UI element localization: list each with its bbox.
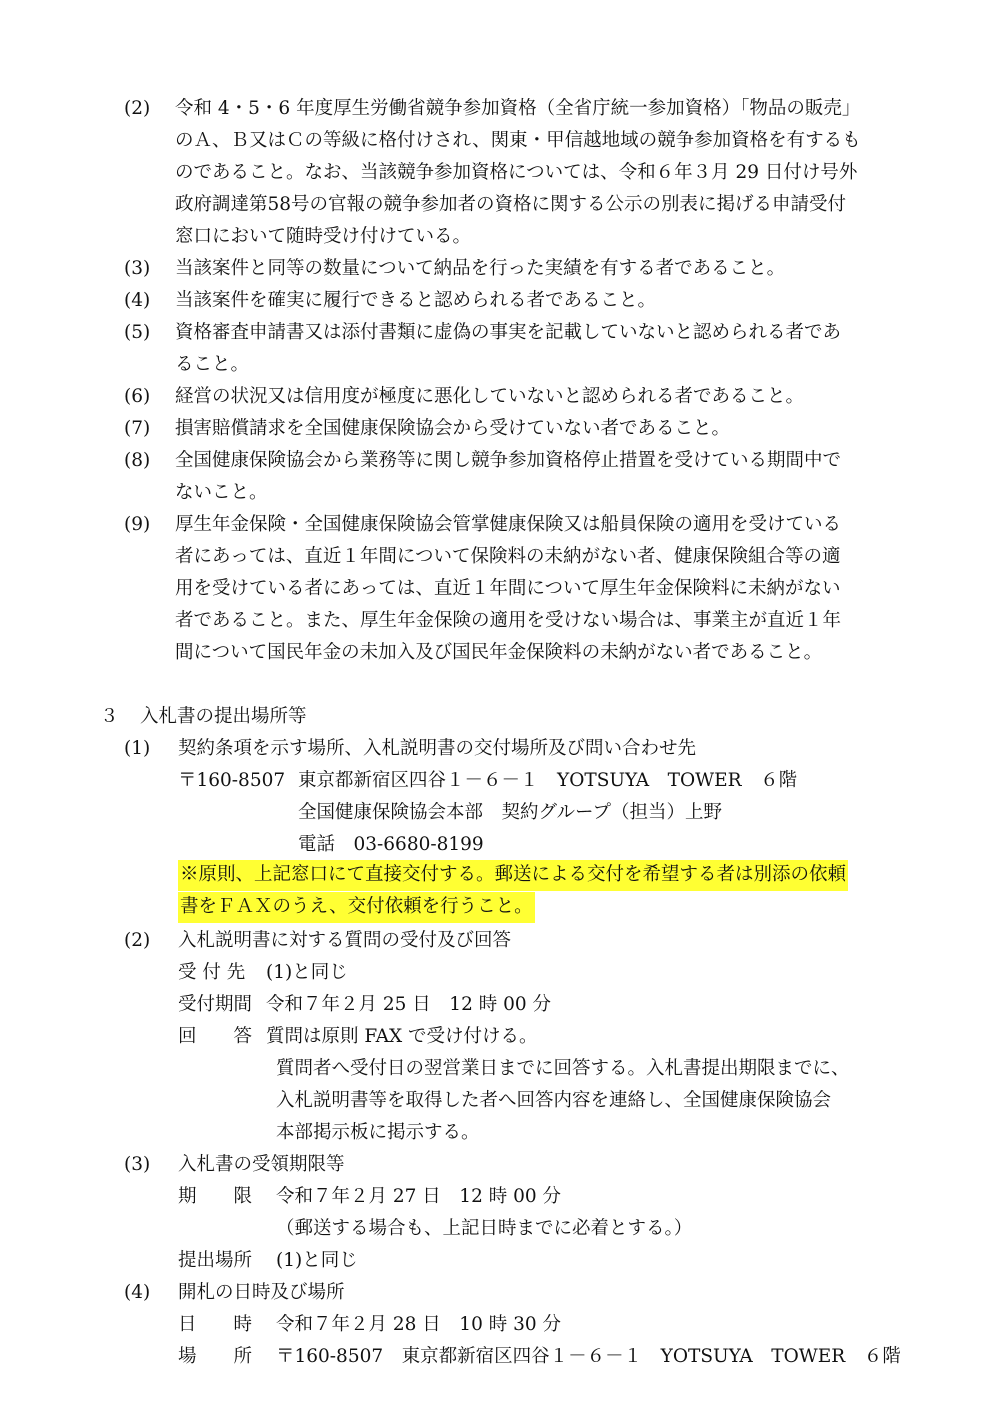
item-number: (3)	[124, 258, 151, 279]
item-text-line: のであること。なお、当該競争参加資格については、令和６年３月 29 日付け号外	[175, 162, 858, 183]
highlighted-note-line	[178, 866, 848, 885]
item-text-line: のＡ、Ｂ又はＣの等級に格付けされ、関東・甲信越地域の競争参加資格を有するも	[175, 130, 861, 151]
item-number: (2)	[124, 98, 151, 119]
sub-item-title: 契約条項を示す場所、入札説明書の交付場所及び問い合わせ先	[178, 738, 697, 759]
item-text-line: 厚生年金保険・全国健康保険協会管掌健康保険又は船員保険の適用を受けている	[175, 514, 842, 535]
sub-item-title: 入札説明書に対する質問の受付及び回答	[178, 930, 512, 951]
highlight-text: ※原則、上記窓口にて直接交付する。郵送による交付を希望する者は別添の依頼	[178, 860, 848, 891]
field-label: 受 付 先	[178, 962, 246, 983]
field-label: 日 時	[178, 1314, 253, 1335]
item-text-line: ること。	[175, 354, 250, 375]
postal-code: 〒160-8507	[178, 770, 286, 791]
sub-item-number: (4)	[124, 1282, 151, 1303]
field-label: 提出場所	[178, 1250, 253, 1271]
item-number: (4)	[124, 290, 151, 311]
field-label: 期 限	[178, 1186, 253, 1207]
item-number: (9)	[124, 514, 151, 535]
item-number: (6)	[124, 386, 151, 407]
organization: 全国健康保険協会本部 契約グループ（担当）上野	[298, 802, 723, 823]
phone-number: 電話 03-6680-8199	[298, 834, 484, 855]
field-label: 受付期間	[178, 994, 253, 1015]
item-text-line: 全国健康保険協会から業務等に関し競争参加資格停止措置を受けている期間中で	[175, 450, 842, 471]
item-text-line: 令和 4・5・6 年度厚生労働省競争参加資格（全省庁統一参加資格）「物品の販売」	[175, 98, 861, 119]
item-text-line: 窓口において随時受け付けている。	[175, 226, 472, 247]
item-text-line: 経営の状況又は信用度が極度に悪化していないと認められる者であること。	[175, 386, 805, 407]
field-value: 質問者へ受付日の翌営業日までに回答する。入札書提出期限までに、	[276, 1058, 850, 1079]
sub-item-title: 開札の日時及び場所	[178, 1282, 345, 1303]
field-value: 本部掲示板に掲示する。	[276, 1122, 480, 1143]
address: 東京都新宿区四谷１－６－１ YOTSUYA TOWER ６階	[298, 770, 798, 791]
item-text-line: ないこと。	[175, 482, 268, 503]
field-note: （郵送する場合も、上記日時までに必着とする。）	[276, 1218, 693, 1239]
field-label: 回 答	[178, 1026, 253, 1047]
sub-item-number: (1)	[124, 738, 151, 759]
field-label: 場 所	[178, 1346, 253, 1367]
field-value: 令和７年２月 27 日 12 時 00 分	[276, 1186, 562, 1207]
item-text-line: 間について国民年金の未加入及び国民年金保険料の未納がない者であること。	[175, 642, 823, 663]
item-text-line: 当該案件を確実に履行できると認められる者であること。	[175, 290, 657, 311]
field-value: 入札説明書等を取得した者へ回答内容を連絡し、全国健康保険協会	[276, 1090, 832, 1111]
field-value: (1)と同じ	[266, 962, 348, 983]
field-value: (1)と同じ	[276, 1250, 358, 1271]
field-value: 令和７年２月 28 日 10 時 30 分	[276, 1314, 562, 1335]
section-number: ３	[100, 706, 119, 727]
item-text-line: 資格審査申請書又は添付書類に虚偽の事実を記載していないと認められる者であ	[175, 322, 842, 343]
item-text-line: 用を受けている者にあっては、直近１年間について厚生年金保険料に未納がない	[175, 578, 841, 599]
field-value: 〒160-8507 東京都新宿区四谷１－６－１ YOTSUYA TOWER ６階	[276, 1346, 901, 1367]
item-text-line: 損害賠償請求を全国健康保険協会から受けていない者であること。	[175, 418, 731, 439]
item-number: (5)	[124, 322, 151, 343]
section-title: 入札書の提出場所等	[140, 706, 307, 727]
item-text-line: 者にあっては、直近１年間について保険料の未納がない者、健康保険組合等の適	[175, 546, 841, 567]
item-number: (7)	[124, 418, 151, 439]
highlighted-note-line	[178, 898, 535, 917]
item-text-line: 者であること。また、厚生年金保険の適用を受けない場合は、事業主が直近１年	[175, 610, 842, 631]
sub-item-number: (3)	[124, 1154, 151, 1175]
field-value: 令和７年２月 25 日 12 時 00 分	[266, 994, 552, 1015]
sub-item-number: (2)	[124, 930, 151, 951]
item-number: (8)	[124, 450, 151, 471]
field-value: 質問は原則 FAX で受け付ける。	[266, 1026, 538, 1047]
item-text-line: 当該案件と同等の数量について納品を行った実績を有する者であること。	[175, 258, 786, 279]
highlight-text: 書をＦＡＸのうえ、交付依頼を行うこと。	[178, 892, 535, 923]
sub-item-title: 入札書の受領期限等	[178, 1154, 345, 1175]
item-text-line: 政府調達第58号の官報の競争参加者の資格に関する公示の別表に掲げる申請受付	[175, 194, 847, 215]
